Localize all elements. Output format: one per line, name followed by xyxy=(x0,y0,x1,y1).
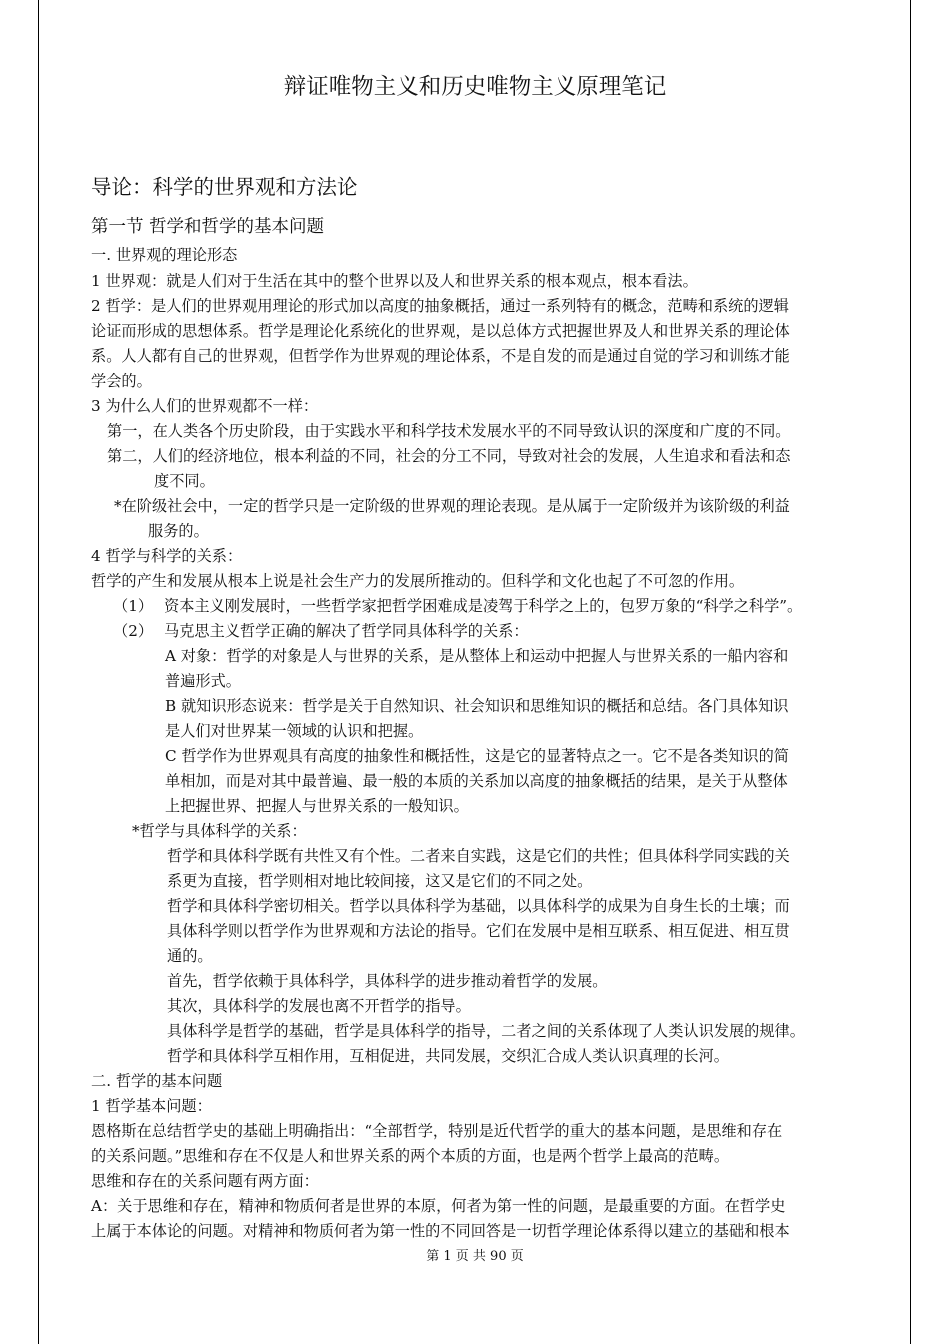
page-border-right xyxy=(910,0,911,1344)
paragraph-line: 论证而形成的思想体系。哲学是理论化系统化的世界观，是以总体方式把握世界及人和世界关系的理论体 xyxy=(91,322,790,340)
section-heading: 第一节 哲学和哲学的基本问题 xyxy=(91,217,325,237)
paragraph-line: 哲学的产生和发展从根本上说是社会生产力的发展所推动的。但科学和文化也起了不可忽的作用。 xyxy=(91,572,745,590)
paragraph-line: 2 哲学：是人们的世界观用理论的形式加以高度的抽象概括，通过一系列特有的概念，范畴和系统的逻辑 xyxy=(91,297,789,315)
paragraph-line: 哲学和具体科学密切相关。哲学以具体科学为基础，以具体科学的成果为自身生长的土壤；而 xyxy=(167,897,790,915)
list-marker: （2） xyxy=(113,622,154,640)
list-marker: （1） xyxy=(113,597,154,615)
paragraph-line: 度不同。 xyxy=(154,472,215,490)
paragraph-line: 4 哲学与科学的关系： xyxy=(91,547,243,565)
paragraph-line: 系更为直接，哲学则相对地比较间接，这又是它们的不同之处。 xyxy=(167,872,593,890)
paragraph-line: *哲学与具体科学的关系： xyxy=(132,822,307,840)
paragraph-line: 是人们对世界某一领域的认识和把握。 xyxy=(165,722,424,740)
paragraph-line: 上把握世界、把握人与世界关系的一般知识。 xyxy=(165,797,469,815)
paragraph-line: 哲学和具体科学互相作用，互相促进，共同发展，交织汇合成人类认识真理的长河。 xyxy=(167,1047,729,1065)
paragraph-line: *在阶级社会中，一定的哲学只是一定阶级的世界观的理论表现。是从属于一定阶级并为该阶级的利益 xyxy=(114,497,790,515)
paragraph-line: 首先，哲学依赖于具体科学，具体科学的进步推动着哲学的发展。 xyxy=(167,972,608,990)
paragraph-line: 的关系问题。”思维和存在不仅是人和世界关系的两个本质的方面，也是两个哲学上最高的范畴。 xyxy=(91,1147,730,1165)
paragraph-line: 系。人人都有自己的世界观，但哲学作为世界观的理论体系，不是自发的而是通过自觉的学习和训练才能 xyxy=(91,347,790,365)
paragraph-line: 其次，具体科学的发展也离不开哲学的指导。 xyxy=(167,997,471,1015)
paragraph-line: 哲学和具体科学既有共性又有个性。二者来自实践，这是它们的共性；但具体科学同实践的关 xyxy=(167,847,790,865)
chapter-heading: 导论：科学的世界观和方法论 xyxy=(91,175,358,199)
paragraph-line: 3 为什么人们的世界观都不一样： xyxy=(91,397,319,415)
paragraph-line: 普遍形式。 xyxy=(165,672,241,690)
paragraph-line: C 哲学作为世界观具有高度的抽象性和概括性，这是它的显著特点之一。它不是各类知识的简 xyxy=(165,747,789,765)
paragraph-line: 第二，人们的经济地位，根本利益的不同，社会的分工不同，导致对社会的发展，人生追求和看法和态 xyxy=(107,447,791,465)
paragraph-line: 恩格斯在总结哲学史的基础上明确指出：“全部哲学，特别是近代哲学的重大的基本问题，是思维和存在 xyxy=(91,1122,783,1140)
page-number-footer: 第 1 页 共 90 页 xyxy=(426,1249,524,1264)
paragraph-line: 具体科学是哲学的基础，哲学是具体科学的指导，二者之间的关系体现了人类认识发展的规律。 xyxy=(167,1022,805,1040)
paragraph-line: A：关于思维和存在，精神和物质何者是世界的本原，何者为第一性的问题，是最重要的方面。在哲学史 xyxy=(91,1197,786,1215)
paragraph-line: 思维和存在的关系问题有两方面： xyxy=(91,1172,319,1190)
paragraph-line: 学会的。 xyxy=(91,372,152,390)
paragraph-line: 1 哲学基本问题： xyxy=(91,1097,212,1115)
paragraph-line: 马克思主义哲学正确的解决了哲学同具体科学的关系： xyxy=(164,622,529,640)
paragraph-line: 单相加，而是对其中最普遍、最一般的本质的关系加以高度的抽象概括的结果，是关于从整体 xyxy=(165,772,788,790)
paragraph-line: 具体科学则以哲学作为世界观和方法论的指导。它们在发展中是相互联系、相互促进、相互贯 xyxy=(167,922,790,940)
paragraph-line: 上属于本体论的问题。对精神和物质何者为第一性的不同回答是一切哲学理论体系得以建立的基础和根本 xyxy=(91,1222,790,1240)
paragraph-line: A 对象：哲学的对象是人与世界的关系，是从整体上和运动中把握人与世界关系的一船内容和 xyxy=(165,647,789,665)
subheading-basic-question: 二. 哲学的基本问题 xyxy=(91,1072,223,1090)
paragraph-line: 1 世界观：就是人们对于生活在其中的整个世界以及人和世界关系的根本观点，根本看法。 xyxy=(91,272,698,290)
paragraph-line: 通的。 xyxy=(167,947,213,965)
paragraph-line: 资本主义刚发展时，一些哲学家把哲学困难成是凌驾于科学之上的，包罗万象的“科学之科学”。 xyxy=(164,597,803,615)
subheading-worldview-forms: 一. 世界观的理论形态 xyxy=(91,246,238,264)
page-border-left xyxy=(38,0,39,1344)
document-title: 辩证唯物主义和历史唯物主义原理笔记 xyxy=(283,74,667,100)
paragraph-line: 服务的。 xyxy=(148,522,209,540)
paragraph-line: 第一，在人类各个历史阶段，由于实践水平和科学技术发展水平的不同导致认识的深度和广度的不同。 xyxy=(107,422,791,440)
paragraph-line: B 就知识形态说来：哲学是关于自然知识、社会知识和思维知识的概括和总结。各门具体知识 xyxy=(165,697,789,715)
